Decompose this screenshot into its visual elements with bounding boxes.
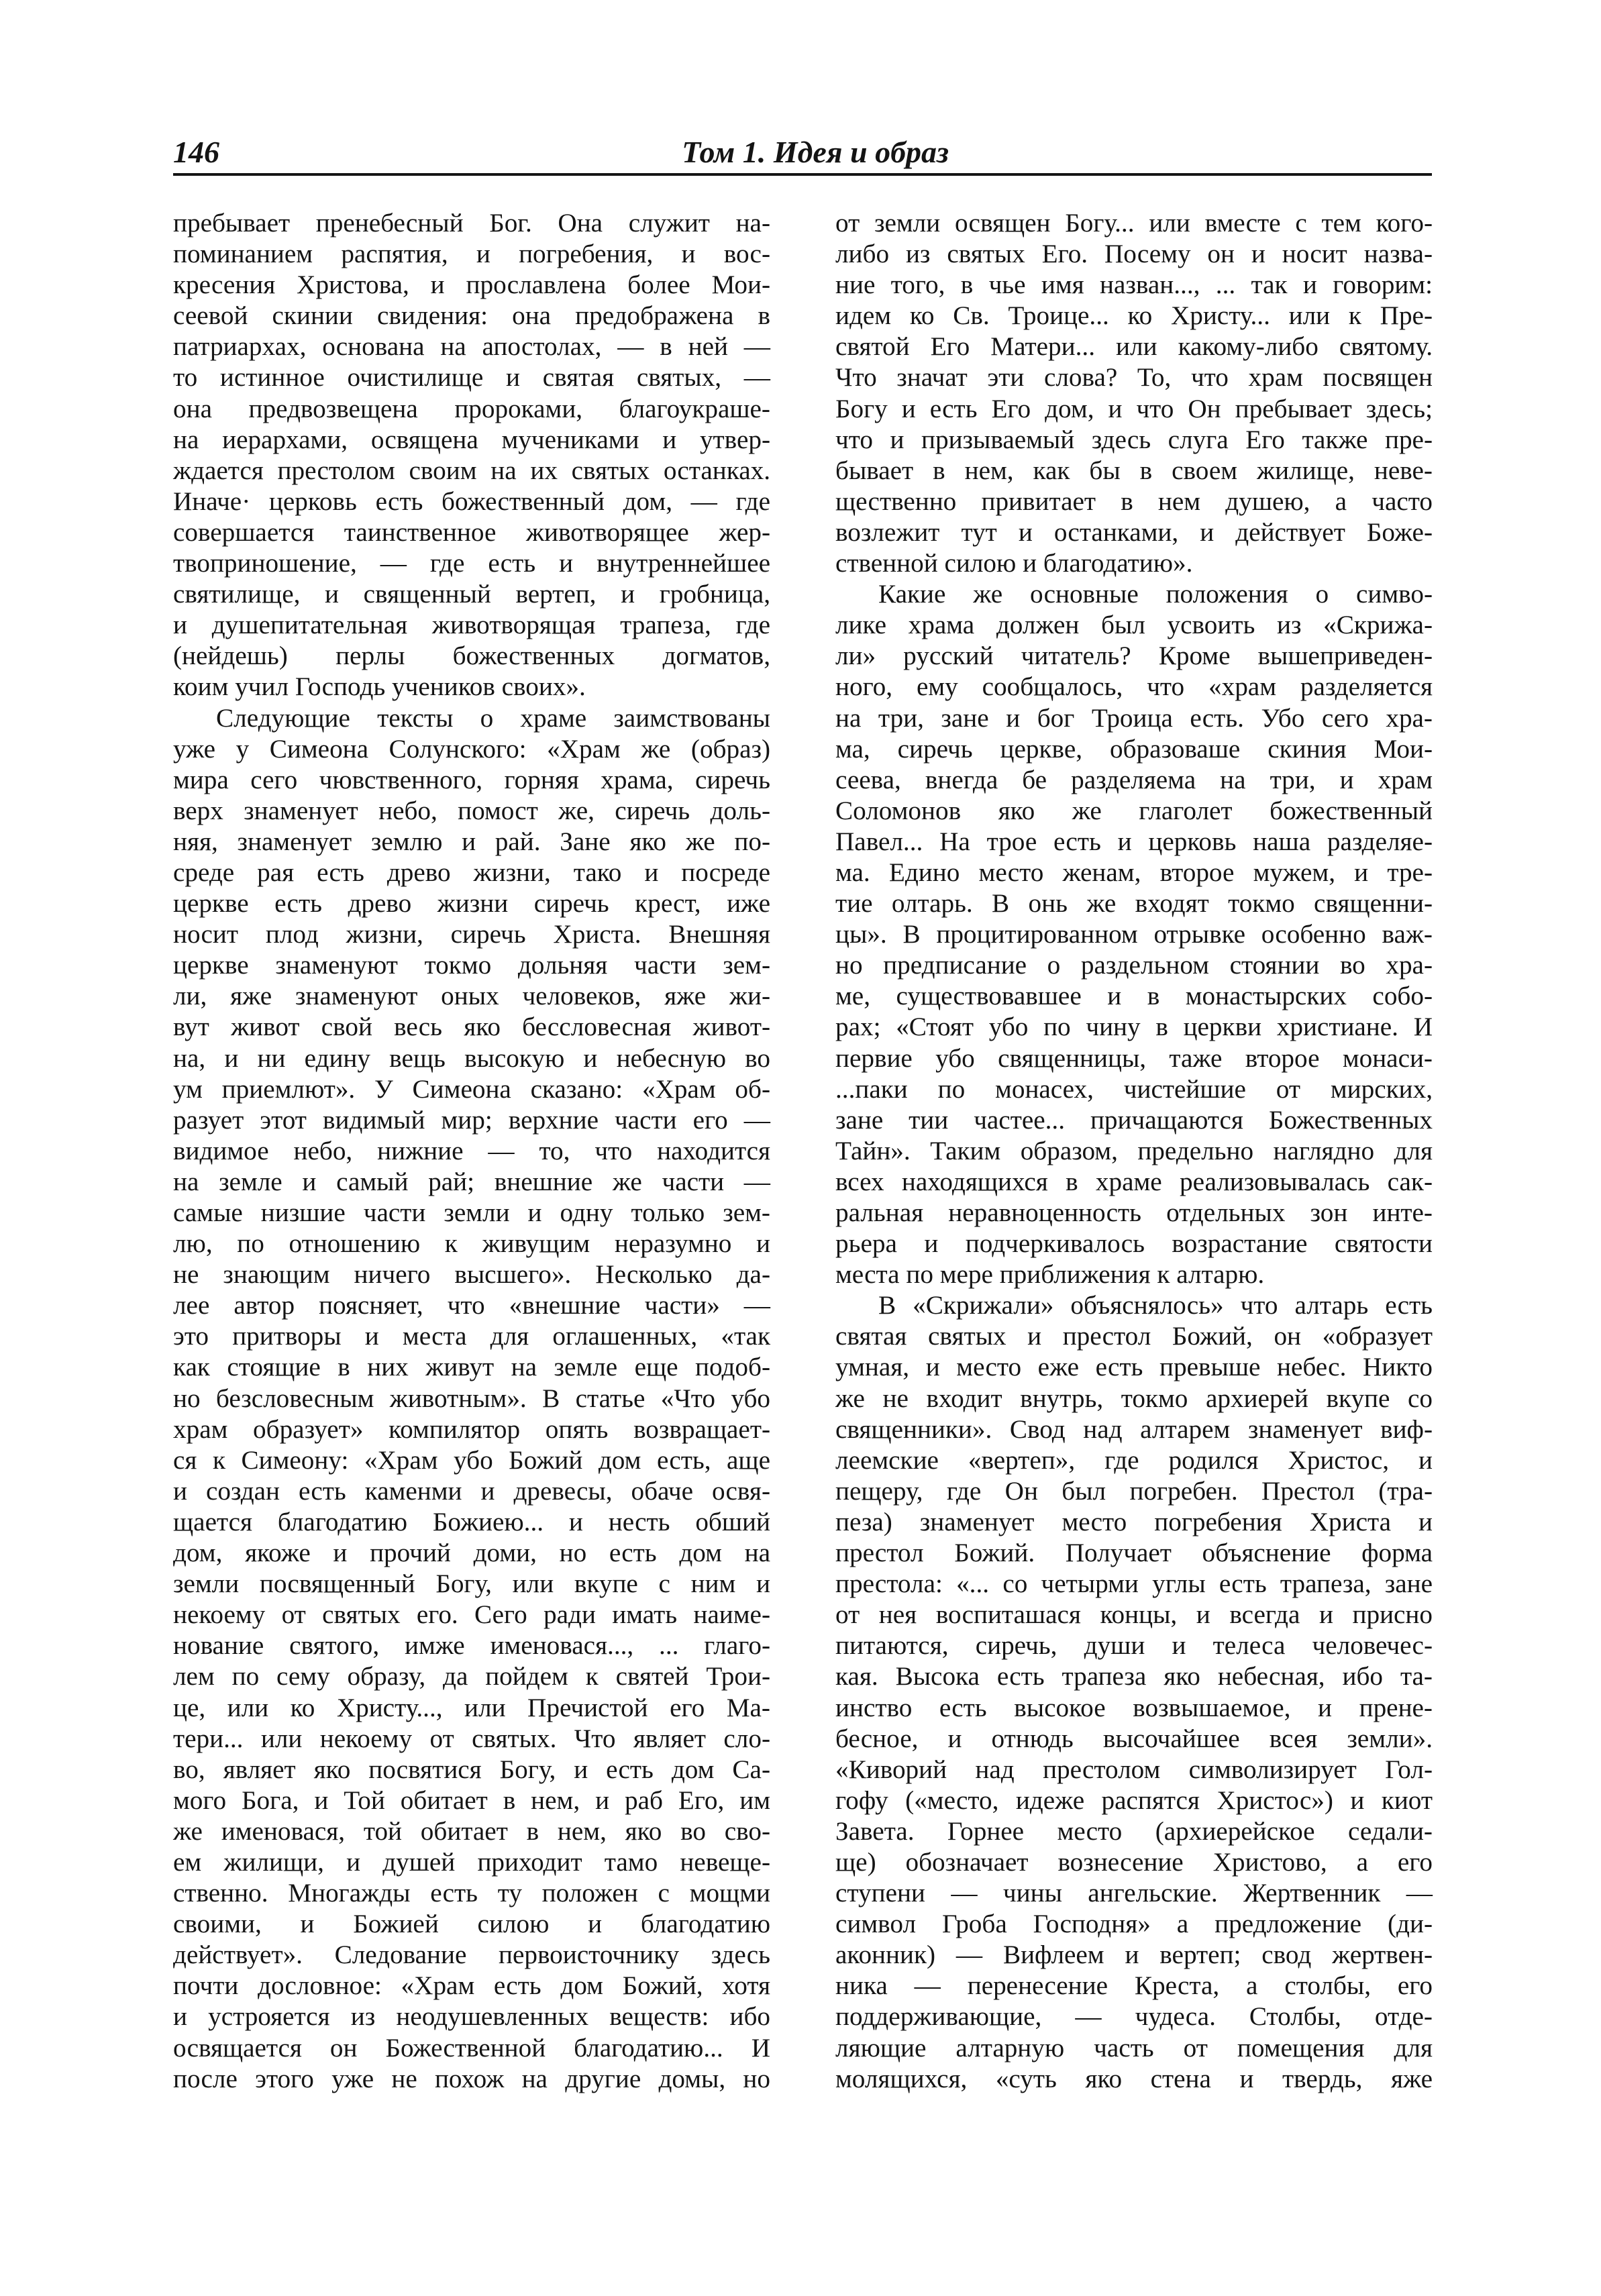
text-line: пещеру, где Он был погребен. Престол (тра- [835,1476,1433,1506]
text-line: гофу («место, идеже распятся Христос») и киот [835,1785,1433,1815]
text-line: но предписание о раздельном стоянии во хра- [835,951,1433,980]
text-line: мира сего чювственного, горняя храма, сиречь [173,765,770,794]
text-line: нование святого, имже именовася..., ... глаго- [173,1631,770,1661]
text-line: престола: «... со четырми углы есть трапеза, зане [835,1569,1433,1599]
text-line: церкве знаменуют токмо дольняя части зем- [173,951,770,980]
text-line: цы». В процитированном отрывке особенно важ- [835,920,1433,949]
text-line: рьера и подчеркивалось возрастание святости [835,1229,1433,1259]
text-line: патриархах, основана на апостолах, — в ней — [173,332,770,362]
text-line: рах; «Стоят убо по чину в церкви христиане. И [835,1012,1433,1042]
text-line: ственной силою и благодатию». [835,549,1193,578]
text-line: сеевой скинии свидения: она предображена в [173,301,770,331]
text-line: ника — перенесение Креста, а столбы, его [835,1971,1433,2001]
text-line: лю, по отношению к живущим неразумно и [173,1229,770,1259]
text-line: поддерживающие, — чудеса. Столбы, отде- [835,2002,1433,2032]
text-line: няя, знаменует землю и рай. Зане яко же по- [173,827,770,856]
text-line: возлежит тут и останками, и действует Боже- [835,517,1433,547]
text-line: идем ко Св. Троице... ко Христу... или к Пре- [835,301,1433,331]
text-line: священники». Свод над алтарем знаменует виф- [835,1414,1433,1444]
text-line: то истинное очистилище и святая святых, — [173,363,770,393]
right-column [835,208,1433,2095]
text-line: вут живот свой весь яко бессловесная живот- [173,1012,770,1042]
text-line: либо из святых Его. Посему он и носит назва- [835,240,1433,269]
text-line: святой Его Матери... или какому-либо святому. [835,332,1433,362]
text-line: на земле и самый рай; внешние же части — [173,1167,770,1196]
text-line: лее автор поясняет, что «внешние части» — [173,1291,770,1320]
text-line: «Киворий над престолом символизирует Гол- [835,1755,1433,1784]
text-line: аконник) — Вифлеем и вертеп; свод жертвен- [835,1940,1433,1970]
running-title: Том 1. Идея и образ [682,135,949,169]
text-line: земли посвященный Богу, или вкупе с ним и [173,1569,770,1599]
text-line: Соломонов яко же глаголет божественный [835,796,1433,825]
text-line: Иначе· церковь есть божественный дом, — где [173,486,770,516]
paragraph [835,579,1433,1290]
text-line: щественно привитает в нем душею, а часто [835,486,1433,516]
page-number: 146 [173,135,219,169]
text-line: питаются, сиречь, души и телеса человечес- [835,1631,1433,1661]
text-line: ма. Едино место женам, второе мужем, и тре- [835,857,1433,887]
text-line: от нея воспиташася концы, и всегда и присно [835,1600,1433,1630]
text-line: кая. Высока есть трапеза яко небесная, ибо та- [835,1662,1433,1691]
text-line: ...паки по монасех, чистейшие от мирских, [835,1074,1433,1104]
text-line: (нейдешь) перлы божественных догматов, [173,641,770,671]
text-line: Павел... На трое есть и церковь наша разделяе- [835,827,1433,856]
text-line: ступени — чины ангельские. Жертвенник — [835,1879,1433,1908]
text-line: твоприношение, — где есть и внутреннейшее [173,549,770,578]
text-line: ральная неравноценность отдельных зон инте- [835,1198,1433,1227]
text-line: совершается таинственное животворящее жер- [173,517,770,547]
left-column [173,208,770,2095]
text-line: ственно. Многажды есть ту положен с мощми [173,1879,770,1908]
text-line: мого Бога, и Той обитает в нем, и раб Его, им [173,1785,770,1815]
text-line: ум приемлют». У Симеона сказано: «Храм об- [173,1074,770,1104]
text-line: действует». Следование первоисточнику здесь [173,1940,770,1970]
paragraph [173,703,770,2095]
text-line: но безсловесным животным». В статье «Что убо [173,1384,770,1413]
text-line: ляющие алтарную часть от помещения для [835,2033,1433,2063]
text-line: престол Божий. Получает объяснение форма [835,1538,1433,1568]
text-line: что и призываемый здесь слуга Его также пре- [835,425,1433,454]
paragraph [835,208,1433,579]
text-line: самые низшие части земли и одну только зем- [173,1198,770,1227]
text-line: не знающим ничего высшего». Несколько да- [173,1260,770,1290]
text-line: пеза) знаменует место погребения Христа и [835,1507,1433,1536]
text-line: святая святых и престол Божий, он «образует [835,1322,1433,1351]
text-line: сеева, внегда бе разделяема на три, и храм [835,765,1433,794]
text-line: ме, существовавшее и в монастырских собо- [835,982,1433,1011]
text-line: верх знаменует небо, помост же, сиречь доль- [173,796,770,825]
text-line: и устрояется из неодушевленных веществ: ибо [173,2002,770,2032]
text-line: ние того, в чье имя назван..., ... так и говорим: [835,270,1433,300]
text-line: почти дословное: «Храм есть дом Божий, хотя [173,1971,770,2001]
text-line: Богу и есть Его дом, и что Он пребывает здесь; [835,394,1433,423]
text-line: Какие же основные положения о симво- [878,580,1433,609]
text-line: ли» русский читатель? Кроме вышеприведен- [835,641,1433,671]
text-line: первие убо священницы, таже второе монаси- [835,1043,1433,1073]
text-line: кресения Христова, и прославлена более Мои- [173,270,770,300]
text-line: же не входит внутрь, токмо архиерей вкупе со [835,1384,1433,1413]
text-line: ся к Симеону: «Храм убо Божий дом есть, аще [173,1445,770,1475]
text-line: ного, ему сообщалось, что «храм разделяется [835,672,1433,702]
text-line: тери... или некоему от святых. Что являет сло- [173,1724,770,1753]
text-line: уже у Симеона Солунского: «Храм же (образ) [173,734,770,764]
text-line: на иерархами, освящена мучениками и утвер- [173,425,770,454]
text-line: как стоящие в них живут на земле еще подоб- [173,1353,770,1382]
text-line: во, являет яко посвятися Богу, и есть дом Са- [173,1755,770,1784]
text-line: леемские «вертеп», где родился Христос, и [835,1445,1433,1475]
text-line: ще) обозначает вознесение Христово, а его [835,1847,1433,1877]
text-line: места по мере приближения к алтарю. [835,1260,1265,1290]
text-line: молящихся, «суть яко стена и твердь, яже [835,2064,1433,2093]
text-line: видимое небо, нижние — то, что находится [173,1136,770,1165]
text-line: Завета. Горнее место (архиерейское седали- [835,1816,1433,1846]
text-line: ждается престолом своим на их святых останках. [173,456,770,485]
text-line: церкве есть древо жизни сиречь крест, иже [173,889,770,919]
text-line: бесное, и отнюдь высочайшее всея земли». [835,1724,1433,1753]
text-line: храм образует» компилятор опять возвращает- [173,1414,770,1444]
text-line: на, и ни едину вещь высокую и небесную во [173,1043,770,1073]
text-line: и создан есть каменми и древесы, обаче освя- [173,1476,770,1506]
text-line: ма, сиречь церкве, образоваше скиния Мои- [835,734,1433,764]
text-line: поминанием распятия, и погребения, и вос- [173,240,770,269]
text-line: символ Гроба Господня» а предложение (ди- [835,1910,1433,1939]
text-line: это притворы и места для оглашенных, «так [173,1322,770,1351]
text-line: Тайн». Таким образом, предельно наглядно для [835,1136,1433,1165]
running-header [173,132,1432,176]
text-line: разует этот видимый мир; верхние части его — [173,1105,770,1135]
text-line: Что значат эти слова? То, что храм посвящен [835,363,1433,393]
text-line: тие олтарь. В онь же входят токмо священни- [835,889,1433,919]
text-line: В «Скрижали» объяснялось» что алтарь есть [878,1291,1433,1320]
text-line: це, или ко Христу..., или Пречистой его Ма- [173,1693,770,1722]
text-line: и душепитательная животворящая трапеза, где [173,611,770,640]
text-line: умная, и место еже есть превыше небес. Никто [835,1353,1433,1382]
text-line: же именовася, той обитает в нем, яко во сво- [173,1816,770,1846]
text-line: коим учил Господь учеников своих». [173,672,586,702]
paragraph [173,208,770,703]
text-line: некоему от святых его. Сего ради имать наиме- [173,1600,770,1630]
text-line: лем по сему образу, да пойдем к святей Трои- [173,1662,770,1691]
text-line: пребывает пренебесный Бог. Она служит на- [173,209,770,238]
text-line: освящается он Божественной благодатию... И [173,2033,770,2063]
text-line: среде рая есть древо жизни, тако и посреде [173,857,770,887]
text-line: она предвозвещена пророками, благоукраше- [173,394,770,423]
text-line: лике храма должен был усвоить из «Скрижа- [835,611,1433,640]
text-line: своими, и Божией силою и благодатию [173,1910,770,1939]
text-line: носит плод жизни, сиречь Христа. Внешняя [173,920,770,949]
text-line: святилище, и священный вертеп, и гробница, [173,580,770,609]
text-line: инство есть высокое возвышаемое, и прене- [835,1693,1433,1722]
text-line: после этого уже не похож на другие домы, но [173,2064,770,2093]
paragraph [835,1290,1433,2094]
text-line: дом, якоже и прочий доми, но есть дом на [173,1538,770,1568]
text-line: Следующие тексты о храме заимствованы [216,703,770,733]
text-line: зане тии частее... причащаются Божественных [835,1105,1433,1135]
text-line: ли, яже знаменуют оных человеков, яже жи- [173,982,770,1011]
text-line: ем жилищи, и душей приходит тамо невеще- [173,1847,770,1877]
text-line: на три, зане и бог Троица есть. Убо сего хра- [835,703,1433,733]
text-line: от земли освящен Богу... или вместе с тем кого- [835,209,1433,238]
text-line: бывает в нем, как бы в своем жилище, неве- [835,456,1433,485]
text-line: щается благодатию Божиею... и несть обший [173,1507,770,1536]
text-line: всех находящихся в храме реализовывалась сак- [835,1167,1433,1196]
